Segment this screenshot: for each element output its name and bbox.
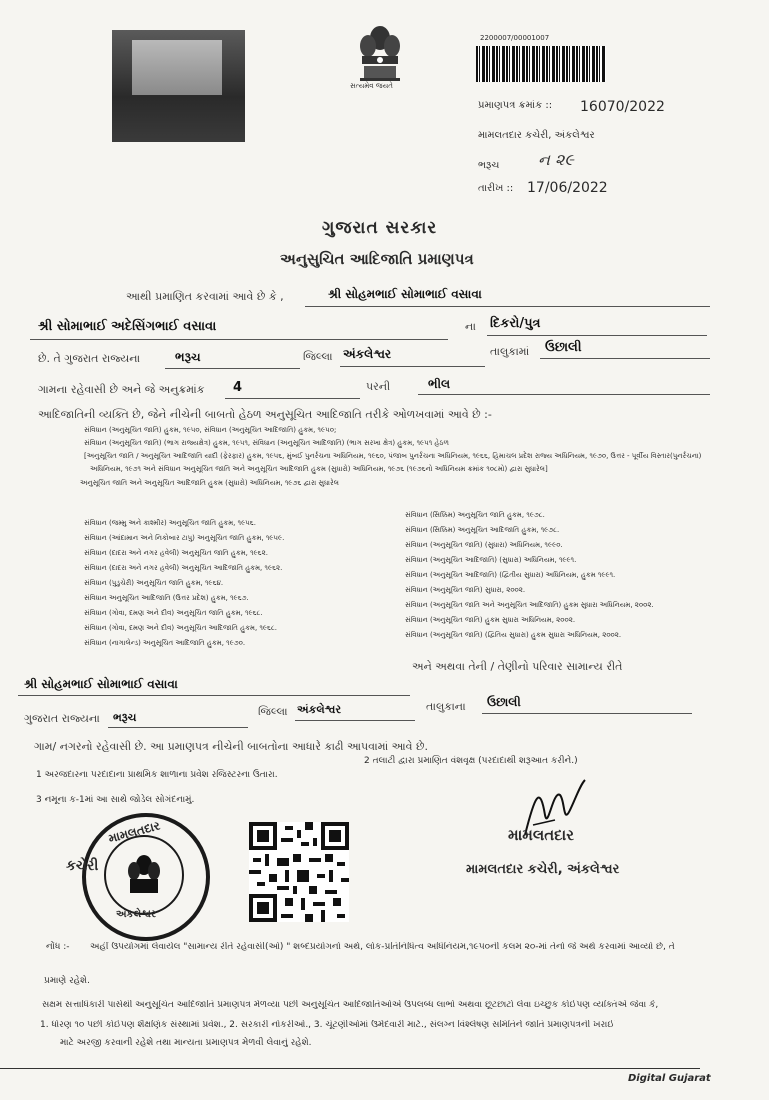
barcode-number: 2200007/00001007 [480, 34, 550, 42]
basis-item-3: 3 નમૂના ક-1માં આ સાથે જોડેલ સોગંદનામું. [36, 795, 195, 805]
seal-emblem-icon [124, 851, 164, 901]
tribe-statement: આદિજાતિની વ્યક્તિ છે, જેને નીચેની બાબતો હેઠળ અનુસૂચિત આદિજાતિ તરીકે ઓળખવામાં આવે છે :- [38, 408, 492, 421]
note-label: નોંધ :- [46, 942, 70, 952]
act-left: સંવિધાન (નાગાલેન્ડ) અનુસૂચિત આદિજાતિ હુકમ, ૧૯૭૦. [84, 639, 246, 647]
act-right: સંવિધાન (સિક્કિમ) અનુસૂચિત જાતિ હુકમ, ૧૯૭૮. [405, 511, 545, 519]
cert-no: 16070/2022 [580, 99, 665, 115]
residence-text: ગામના રહેવાસી છે અને જે અનુક્રમાંક [38, 383, 205, 396]
state-prefix: છે. તે ગુજરાત રાજ્યના [38, 352, 141, 365]
family-name: શ્રી સોહમભાઈ સોમાભાઈ વસાવા [24, 677, 178, 691]
applicant-name: શ્રી સોહમભાઈ સોમાભાઈ વસાવા [328, 287, 482, 301]
district: ભરૂચ [175, 350, 201, 364]
and-or-text: અને અથવા તેની / તેણીનો પરિવાર સામાન્ય રીતે [412, 660, 623, 673]
note-cont: પ્રમાણે રહેશે. [44, 976, 90, 986]
office-seal [82, 813, 210, 941]
applicant-photo [112, 30, 245, 142]
act-right: સંવિધાન (અનુસૂચિત જાતિ) (સુધારા) અધિનિયમ, ૧૯૯૦. [405, 541, 563, 549]
signatory-office: મામલતદાર કચેરી, અંકલેશ્વર [466, 862, 620, 877]
serial-no: 4 [233, 380, 243, 395]
bhruch-label: ભરૂચ [478, 160, 500, 171]
issue-date: 17/06/2022 [527, 180, 608, 196]
taluka: અંકલેશ્વર [343, 347, 392, 361]
tribe: ભીલ [428, 377, 451, 391]
act-left: સંવિધાન અનુસૂચિત આદિજાતિ (ઉત્તર પ્રદેશ) હુકમ, ૧૯૬૭. [84, 594, 249, 602]
act-right: સંવિધાન (સિક્કિમ) અનુસૂચિત આદિજાતિ હુકમ, ૧૯૭૮. [405, 526, 560, 534]
act-left: સંવિધાન (પુડુચેરી) અનુસૂચિત જાતિ હુકમ, ૧૯૬૪. [84, 579, 224, 587]
basis-intro: ગામ/ નગરનો રહેવાસી છે. આ પ્રમાણપત્ર નીચેની બાબતોના આધારે કાઢી આપવામાં આવે છે. [34, 740, 429, 753]
act-left: સંવિધાન (જમ્મુ અને કાશ્મીર) અનુસૂચિત જાતિ હુકમ, ૧૯૫૬. [84, 519, 256, 527]
act-left: સંવિધાન (દાદરા અને નગર હવેલી) અનુસૂચિત જાતિ હુકમ, ૧૯૬૨. [84, 549, 268, 557]
seal-bottom-text: અંકલેશ્વર [116, 909, 157, 920]
basis-item-2: 2 તલાટી દ્વારા પ્રમાણિત વંશવૃક્ષ (પરદાદાથી શરૂઆત કરીને.) [364, 756, 578, 766]
tribe-label: પરની [366, 380, 391, 393]
family-district-label: જિલ્લા [258, 705, 288, 718]
office-line: મામલતદાર કચેરી, અંકલેશ્વર [478, 130, 595, 141]
na-label: ના [465, 320, 476, 333]
barcode [476, 46, 606, 82]
act-left: સંવિધાન (ગોવા, દમણ અને દીવ) અનુસૂચિત આદિજાતિ હુકમ, ૧૯૬૮. [84, 624, 278, 632]
act-right: સંવિધાન (અનુસૂચિત જાતિ) સુધારા, ૨૦૦૨. [405, 586, 526, 594]
family-taluka: અંકલેશ્વર [297, 703, 342, 716]
basis-item-1: 1 અરજદારના પરદાદાના પ્રાથમિક શાળાના પ્રવેશ રજિસ્ટરના ઉતારા. [36, 770, 278, 780]
family-state-prefix: ગુજરાત રાજ્યના [24, 712, 100, 725]
act-right: સંવિધાન (અનુસૂચિત જાતિ) હુકમ સુધારા અધિનિયમ, ૨૦૦૨. [405, 616, 576, 624]
taluka-label: તાલુકામાં [490, 345, 530, 358]
family-district: ભરૂચ [113, 711, 137, 724]
signatory-title: મામલતદાર [508, 826, 574, 844]
act-right: સંવિધાન (અનુસૂચિત આદિજાતિ) (સુધારા) અધિનિયમ, ૧૯૯૧. [405, 556, 577, 564]
family-taluka-label: તાલુકાના [426, 700, 466, 713]
seal-top-text: મામલતદાર [106, 818, 162, 846]
act-line: અધિનિયમ, ૧૯૭૧ અને સંવિધાન અનુસૂચિત જાતિ અને અનુસૂચિત આદિજાતિ હુકમ (સુધારો) અધિનિયમ, ૧૯૭૬ (૧૯૭૬નો અધિનિયમ ક્રમાંક ૧૦૮મો) દ્વારા સુધારેલ] [90, 465, 548, 473]
office-overlay-text: કચેરી [66, 858, 99, 874]
note-text: અહીં ઉપયોગમાં લેવાયેલ "સામાન્ય રીતે રહેવાસી(ઓ) " શબ્દપ્રયોગનો અર્થ, લોક-પ્રતિનિધિત્વ અધિનિયમ,૧૯૫૦ની કલમ ૨૦-માં તેનો જે અર્થ કરવામાં આવ્યો છે, તે [90, 942, 675, 952]
govt-title: ગુજરાત સરકાર [322, 218, 438, 238]
date-label: તારીખ :: [478, 183, 514, 194]
act-right: સંવિધાન (અનુસૂચિત જાતિ) (દ્વિતિય સુધારા) હુકમ સુધારા અધિનિયમ, ૨૦૦૨. [405, 631, 622, 639]
relation: દિકરો/પુત્ર [490, 316, 541, 331]
footer-brand: Digital Gujarat [628, 1073, 711, 1084]
qr-code [249, 822, 349, 922]
act-left: સંવિધાન (આંદામાન અને નિકોબાર ટાપુ) અનુસૂચિત જાતિ હુકમ, ૧૯૫૯. [84, 534, 285, 542]
village: ઉછાલી [545, 340, 582, 355]
father-name: શ્રી સોમાભાઈ અદેસિંગભાઈ વસાવા [38, 319, 217, 334]
act-line: [અનુસૂચિત જાતિ / અનુસૂચિત આદિજાતિ યાદી (ફેરફાર) હુકમ, ૧૯૫૬, મુંબઈ પુનર્રચના અધિનિયમ, ૧૯૬૦, પંજાબ પુનર્રચના અધિનિયમ, ૧૯૬૬, હિમાચલ પ્રદેશ રાજ્ય અધિનિયમ, ૧૯૭૦, ઉત્તર - પૂર્વીય વિસ્તાર(પુનર્રચના) [84, 452, 702, 460]
act-line: સંવિધાન (અનુસૂચિત જાતિ) (ભાગ રાજ્યક્ષેત્ર) હુકમ, ૧૯૫૧, સંવિધાન (અનુસૂચિત આદિજાતિ) (ભાગ સરખા ક્ષેત્ર) હુકમ, ૧૯૫૧ હેઠળ [84, 439, 449, 447]
act-line: સંવિધાન (અનુસૂચિત જાતિ) હુકમ, ૧૯૫૦, સંવિધાન (અનુસૂચિત આદિજાતિ) હુકમ, ૧૯૫૦; [84, 426, 337, 434]
emblem-caption: સત્યમેવ જયતે [350, 82, 393, 90]
act-right: સંવિધાન (અનુસૂચિત જાતિ અને અનુસૂચિત આદિજાતિ) હુકમ સુધારા અધિનિયમ, ૨૦૦૨. [405, 601, 654, 609]
benefits-end: માટે અરજી કરવાની રહેશે તથા માન્યતા પ્રમાણપત્ર મેળવી લેવાનું રહેશે. [60, 1038, 312, 1048]
benefits-paragraph: સક્ષમ સત્તાધિકારી પાસેથી અનુસૂચિત આદિજાતિ પ્રમાણપત્ર મેળવ્યા પછી અનુસૂચિત આદિજાતિઓએ ઉપલબ્ધ લાભો અથવા છૂટછાટો લેવા ઇચ્છુક કોઈપણ વ્યક્તિએ જેવા કે, [42, 1000, 659, 1010]
act-line: અનુસૂચિત જાતિ અને અનુસૂચિત આદિજાતિ હુકમ (સુધારો) અધિનિયમ, ૧૯૭૬ દ્વારા સુધારેલ [80, 479, 339, 487]
act-left: સંવિધાન (ગોવા, દમણ અને દીવ) અનુસૂચિત જાતિ હુકમ, ૧૯૬૮. [84, 609, 263, 617]
family-village: ઉછાલી [487, 695, 521, 709]
district-label: જિલ્લા [303, 350, 333, 363]
act-left: સંવિધાન (દાદરા અને નગર હવેલી) અનુસૂચિત આદિજાતિ હુકમ, ૧૯૬૨. [84, 564, 283, 572]
certify-text: આથી પ્રમાણિત કરવામાં આવે છે કે , [126, 290, 284, 303]
cert-no-label: પ્રમાણપત્ર ક્રમાંક :: [478, 100, 553, 111]
handwritten-mark: ન ૨૯ [538, 150, 574, 169]
benefits-items: 1. ધોરણ ૧૦ પછી કોઈપણ શૈક્ષણિક સંસ્થામાં પ્રવેશ., 2. સરકારી નોકરીઓ., 3. ચૂંટણીઓમાં ઉમેદવારી માટે., સંલગ્ન વિશ્લેષણ સમિતિને જાતિ પ્રમાણપત્રની ખરાઈ [40, 1020, 615, 1030]
certificate-title: અનુસુચિત આદિજાતિ પ્રમાણપત્ર [280, 250, 474, 268]
act-right: સંવિધાન (અનુસૂચિત આદિજાતિ) (દ્વિતીય સુધારા) અધિનિયમ, હુકમ ૧૯૯૧. [405, 571, 616, 579]
